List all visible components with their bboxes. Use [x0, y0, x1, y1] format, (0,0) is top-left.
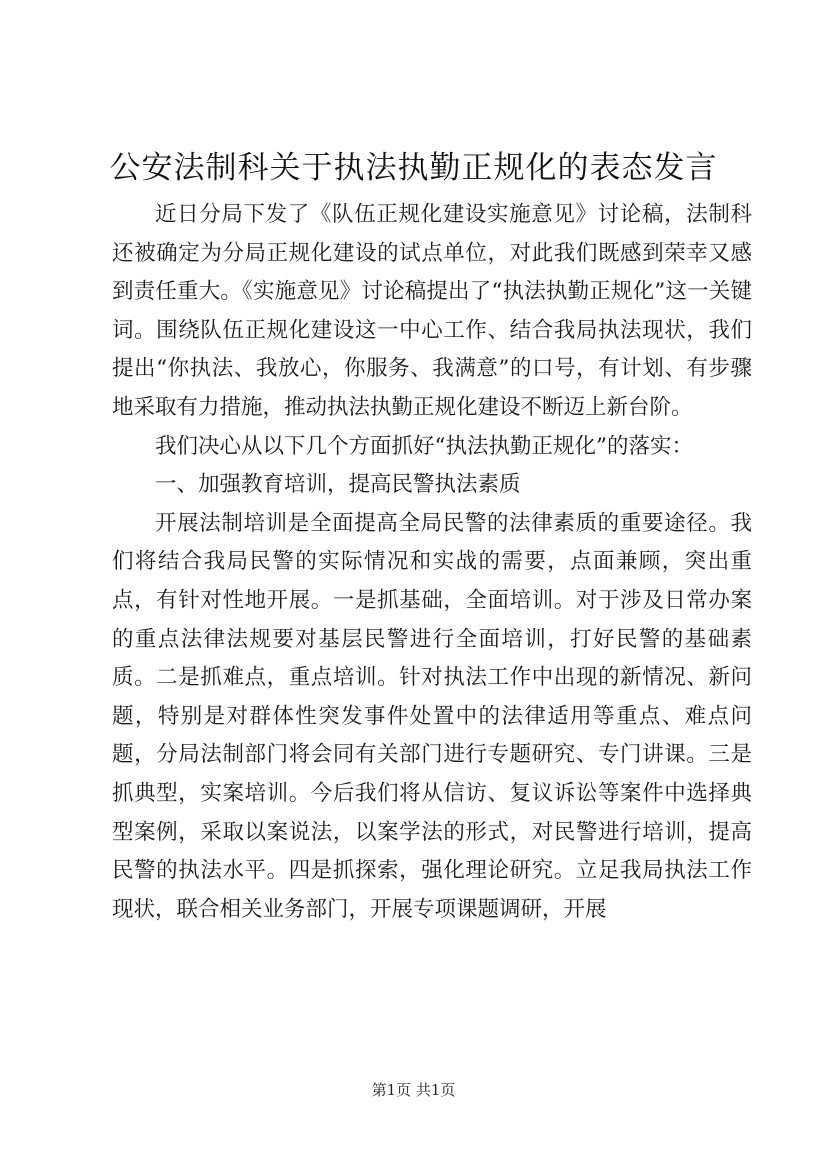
document-title: 公安法制科关于执法执勤正规化的表态发言 [109, 150, 718, 186]
document-body [112, 196, 752, 929]
page-footer: 第1页 共1页 [371, 1081, 456, 1099]
paragraph-resolve: 我们决心从以下几个方面抓好“执法执勤正规化”的落实： [155, 433, 693, 459]
paragraph-training: 开展法制培训是全面提高全局民警的法律素质的重要途径。我们将结合我局民警的实际情况和实战的需要，点面兼顾，突出重点，有针对性地开展。一是抓基础，全面培训。对于涉及日常办案的重点法律法规要对基层民警进行全面培训，打好民警的基础素质。二是抓难点，重点培训。针对执法工作中出现的新情况、新问题，特别是对群体性突发事件处置中的法律适用等重点、难点问题，分局法制部门将会同有关部门进行专题研究、专门讲课。三是抓典型，实案培训。今后我们将从信访、复议诉讼等案件中选择典型案例，采取以案说法，以案学法的形式，对民警进行培训，提高民警的执法水平。四是抓探索，强化理论研究。立足我局执法工作现状，联合相关业务部门，开展专项课题调研，开展 [112, 510, 752, 922]
paragraph-intro: 近日分局下发了《队伍正规化建设实施意见》讨论稿，法制科还被确定为分局正规化建设的试点单位，对此我们既感到荣幸又感到责任重大。《实施意见》讨论稿提出了“执法执勤正规化”这一关键词。围绕队伍正规化建设这一中心工作、结合我局执法现状，我们提出“你执法、我放心，你服务、我满意”的口号，有计划、有步骤地采取有力措施，推动执法执勤正规化建设不断迈上新台阶。 [112, 202, 752, 420]
section-heading-1: 一、加强教育培训，提高民警执法素质 [155, 472, 521, 498]
